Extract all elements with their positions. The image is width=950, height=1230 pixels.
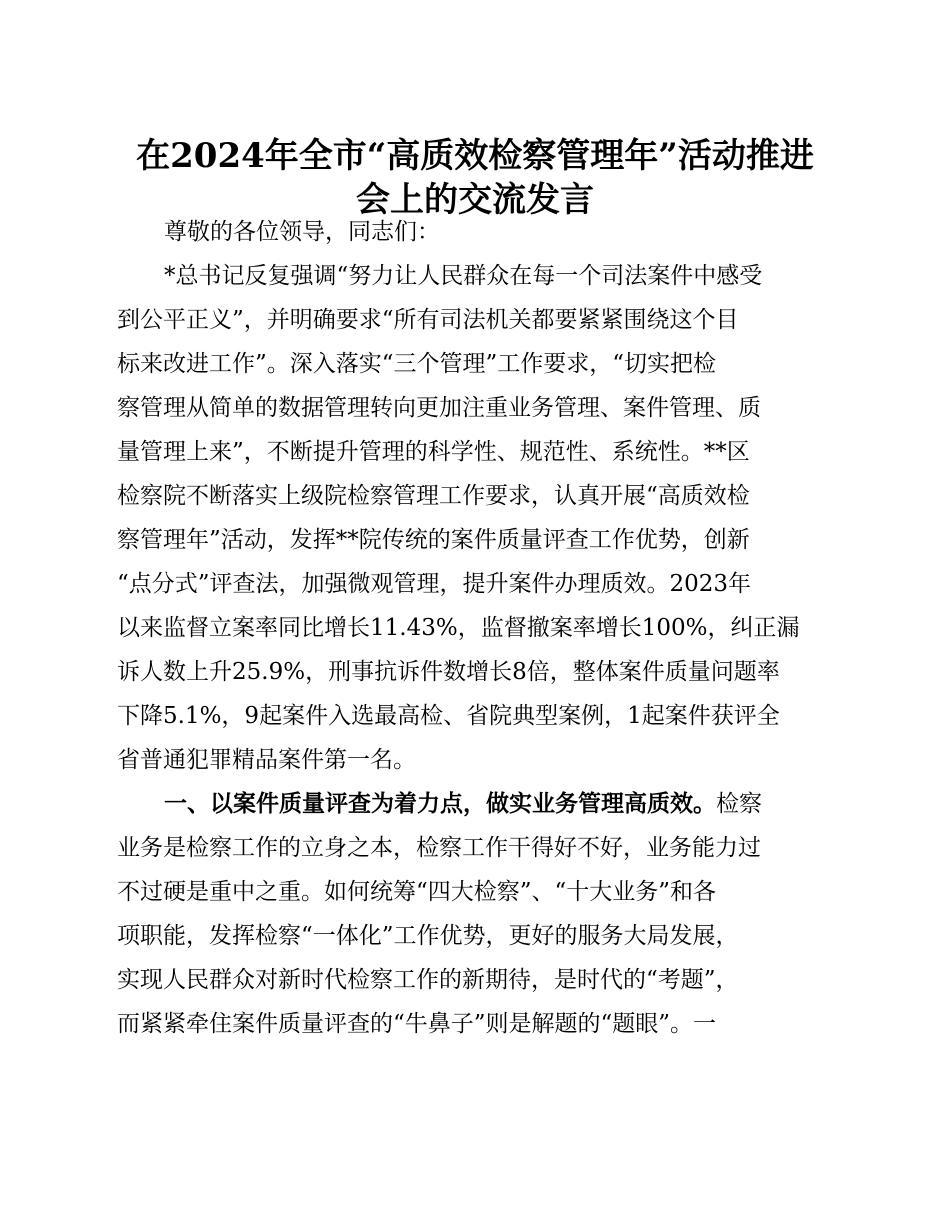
body-line: *总书记反复强调“努力让人民群众在每一个司法案件中感受 [164,263,763,289]
body-line: 察管理年”活动，发挥**院传统的案件质量评查工作优势，创新 [117,527,750,553]
section-heading: 一、以案件质量评查为着力点，做实业务管理高质效。 [164,791,716,817]
document-title-line-2: 会上的交流发言 [356,180,594,220]
body-line: 标来改进工作”。深入落实“三个管理”工作要求，“切实把检 [117,351,717,377]
body-line: 实现人民群众对新时代检察工作的新期待，是时代的“考题”， [117,967,739,993]
body-line: 察管理从简单的数据管理转向更加注重业务管理、案件管理、质 [117,395,761,421]
salutation: 尊敬的各位领导，同志们： [164,219,440,245]
body-line: 不过硬是重中之重。如何统筹“四大检察”、“十大业务”和各 [117,879,717,905]
body-line: 而紧紧牵住案件质量评查的“牛鼻子”则是解题的“题眼”。一 [117,1011,717,1037]
body-line: 省普通犯罪精品案件第一名。 [117,747,416,773]
body-line: “点分式”评查法，加强微观管理，提升案件办理质效。2023年 [117,571,752,597]
document-title-line-1: 在2024年全市“高质效检察管理年”活动推进 [136,136,814,176]
body-line: 以来监督立案率同比增长11.43%，监督撤案率增长100%，纠正漏 [117,615,800,641]
body-line: 到公平正义”，并明确要求“所有司法机关都要紧紧围绕这个目 [117,307,739,333]
body-line: 检察院不断落实上级院检察管理工作要求，认真开展“高质效检 [117,483,750,509]
body-line: 项职能，发挥检察“一体化”工作优势，更好的服务大局发展， [117,923,739,949]
body-line: 业务是检察工作的立身之本，检察工作干得好不好，业务能力过 [117,835,761,861]
body-line: 量管理上来”，不断提升管理的科学性、规范性、系统性。**区 [117,439,750,465]
section-heading-line [0,784,950,824]
body-line: 诉人数上升25.9%，刑事抗诉件数增长8倍，整体案件质量问题率 [117,659,780,685]
section-heading-tail: 检察 [716,791,762,817]
body-line: 下降5.1%，9起案件入选最高检、省院典型案例，1起案件获评全 [117,703,780,729]
